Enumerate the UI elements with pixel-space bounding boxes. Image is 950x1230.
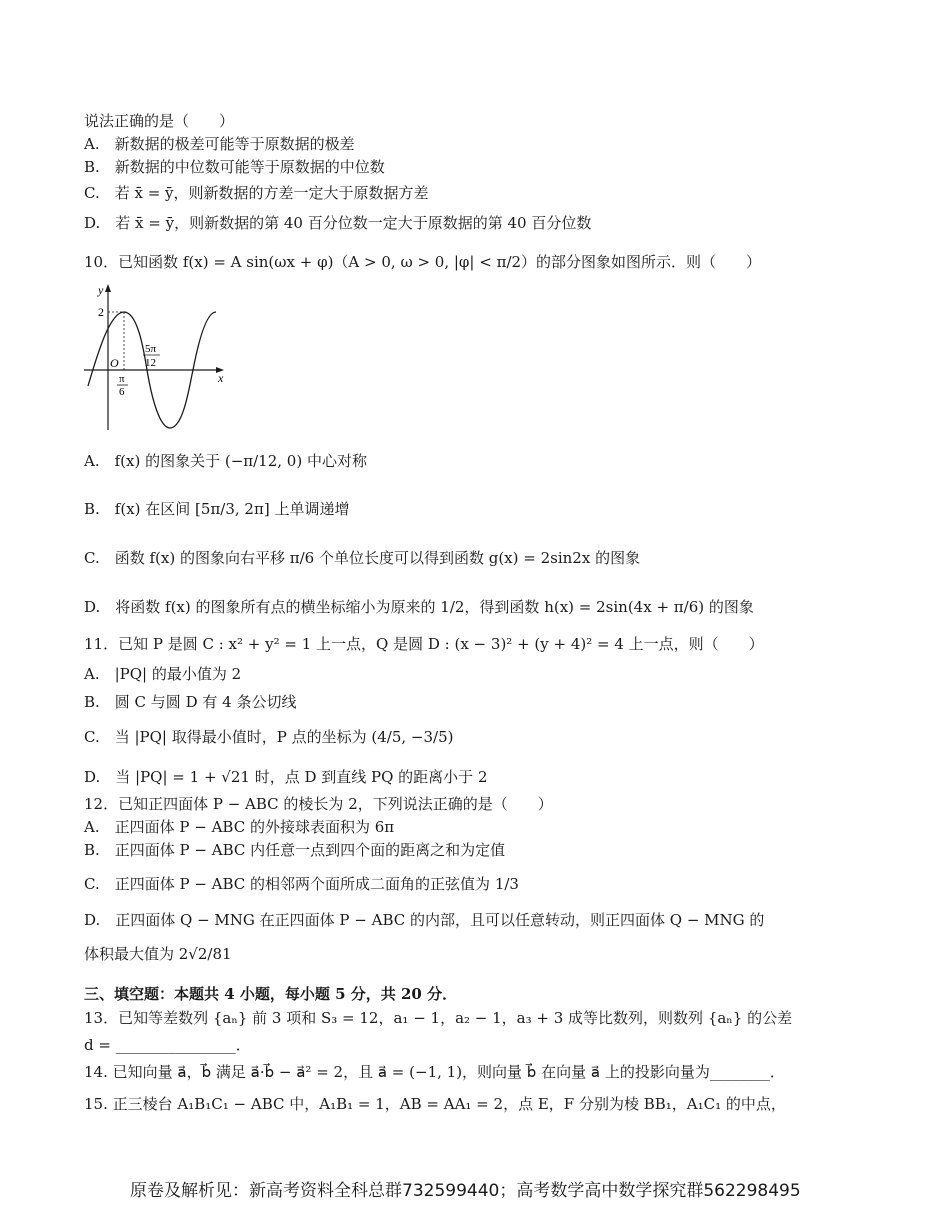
q12-option-b: B. 正四面体 P − ABC 内任意一点到四个面的距离之和为定值: [84, 841, 506, 859]
svg-text:5π: 5π: [145, 343, 157, 355]
q12-option-c: C. 正四面体 P − ABC 的相邻两个面所成二面角的正弦值为 1/3: [84, 875, 519, 893]
q14-stem: 14. 已知向量 a⃗，b⃗ 满足 a⃗·b⃗ − a⃗² = 2，且 a⃗ = (−1, 1)，则向量 b⃗ 在向量 a⃗ 上的投影向量为________．: [84, 1063, 785, 1081]
q10-option-d: D. 将函数 f(x) 的图象所有点的横坐标缩小为原来的 1/2，得到函数 h(x) = 2sin(4x + π/6) 的图象: [84, 598, 754, 616]
origin-label: O: [110, 356, 119, 370]
q10-stem: 10．已知函数 f(x) = A sin(ωx + φ)（A > 0, ω > 0, |φ| < π/2）的部分图象如图所示．则（ ）: [84, 253, 762, 271]
q10-option-a: A. f(x) 的图象关于 (−π/12, 0) 中心对称: [84, 452, 367, 470]
q9-option-b: B. 新数据的中位数可能等于原数据的中位数: [84, 158, 385, 176]
svg-text:12: 12: [145, 357, 156, 369]
q11-stem: 11．已知 P 是圆 C : x² + y² = 1 上一点，Q 是圆 D : (x − 3)² + (y + 4)² = 4 上一点，则（ ）: [84, 635, 764, 653]
footer-note: 原卷及解析见：新高考资料全科总群732599440；高考数学高中数学探究群562298495: [130, 1181, 801, 1201]
y-axis-label: y: [98, 283, 104, 297]
svg-text:6: 6: [119, 386, 125, 398]
tick-pi-over-6: [117, 373, 128, 398]
q12-option-d-line1: D. 正四面体 Q − MNG 在正四面体 P − ABC 的内部，且可以任意转动，则正四面体 Q − MNG 的: [84, 911, 765, 929]
q10-option-c: C. 函数 f(x) 的图象向右平移 π/6 个单位长度可以得到函数 g(x) = 2sin2x 的图象: [84, 549, 641, 567]
q11-option-d: D. 当 |PQ| = 1 + √21 时，点 D 到直线 PQ 的距离小于 2: [84, 768, 488, 786]
svg-text:π: π: [119, 373, 125, 385]
q11-option-b: B. 圆 C 与圆 D 有 4 条公切线: [84, 693, 297, 711]
q15-stem: 15. 正三棱台 A₁B₁C₁ − ABC 中，A₁B₁ = 1，AB = AA₁ = 2，点 E，F 分别为棱 BB₁，A₁C₁ 的中点，: [84, 1095, 786, 1113]
q11-option-c: C. 当 |PQ| 取得最小值时，P 点的坐标为 (4/5, −3/5): [84, 728, 454, 746]
q9-option-d: D. 若 x̄ = ȳ，则新数据的第 40 百分位数一定大于原数据的第 40 百分位数: [84, 214, 592, 232]
q9-option-a: A. 新数据的极差可能等于原数据的极差: [84, 135, 355, 153]
q10-option-b: B. f(x) 在区间 [5π/3, 2π] 上单调递增: [84, 500, 350, 518]
tick-5pi-over-12: [143, 343, 160, 369]
q12-option-a: A. 正四面体 P − ABC 的外接球表面积为 6π: [84, 818, 395, 836]
q12-stem: 12．已知正四面体 P − ABC 的棱长为 2，下列说法正确的是（ ）: [84, 795, 553, 813]
q9-stem-tail: 说法正确的是（ ）: [84, 112, 235, 130]
q9-option-c: C. 若 x̄ = ȳ，则新数据的方差一定大于原数据方差: [84, 184, 429, 202]
q13-line2: d = ________________．: [84, 1036, 251, 1054]
y-axis-arrow: [105, 284, 111, 292]
x-axis-label: x: [218, 371, 224, 385]
q12-option-d-line2: 体积最大值为 2√2/81: [84, 945, 232, 963]
q11-option-a: A. |PQ| 的最小值为 2: [84, 665, 242, 683]
section-3-heading: 三、填空题：本题共 4 小题，每小题 5 分，共 20 分．: [84, 985, 458, 1003]
max-value-label: 2: [98, 305, 104, 319]
q13-line1: 13．已知等差数列 {aₙ} 前 3 项和 S₃ = 12，a₁ − 1，a₂ − 1，a₃ + 3 成等比数列，则数列 {aₙ} 的公差: [84, 1009, 793, 1027]
q10-sine-graph: [80, 282, 230, 432]
